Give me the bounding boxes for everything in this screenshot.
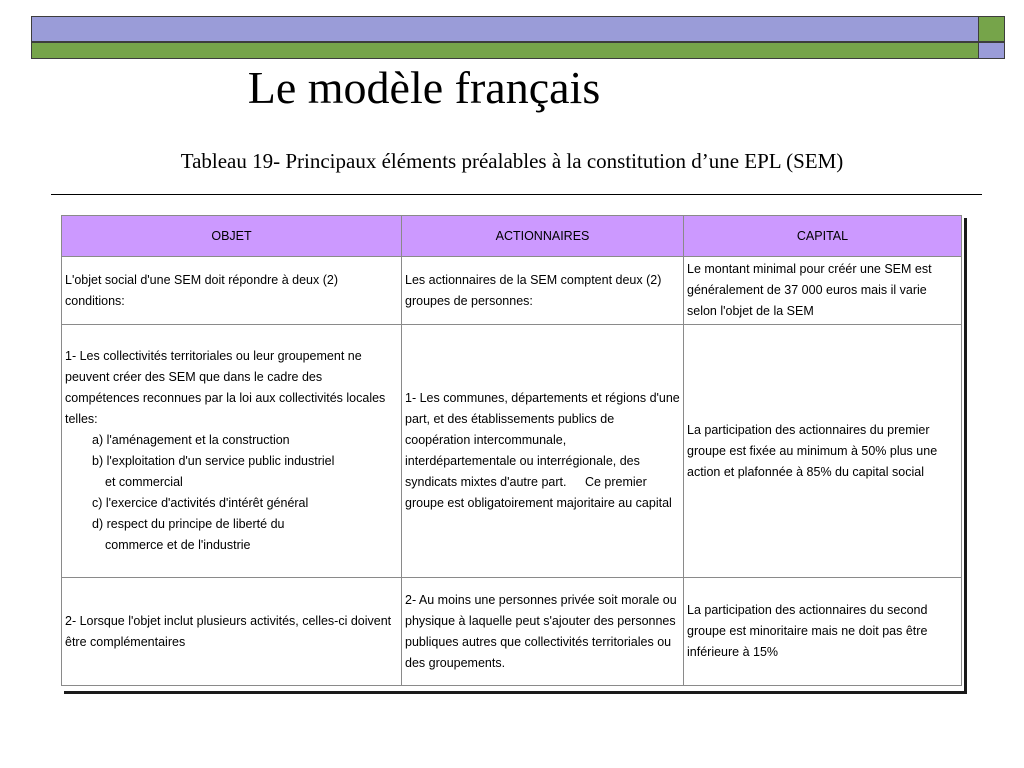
header-actionnaires: ACTIONNAIRES — [402, 216, 684, 257]
cell-actionnaires-second-groupe: 2- Au moins une personnes privée soit morale ou physique à laquelle peut s'ajouter des personnes publiques autres que collectivités territoriales ou des groupements. — [402, 578, 684, 686]
header-square-green — [978, 16, 1005, 42]
objet-item-c: c) l'exercice d'activités d'intérêt général — [92, 496, 309, 510]
table-header-row — [62, 216, 962, 257]
header-square-blue — [978, 42, 1005, 59]
table-caption: Tableau 19- Principaux éléments préalables à la constitution d’une EPL (SEM) — [180, 149, 844, 173]
cell-capital-minimum: Le montant minimal pour créér une SEM est généralement de 37 000 euros mais il varie selon l'objet de la SEM — [684, 257, 962, 325]
table-row — [62, 578, 962, 686]
objet-item-b: b) l'exploitation d'un service public industriel — [92, 454, 335, 468]
cell-actionnaires-groupes: Les actionnaires de la SEM comptent deux (2) groupes de personnes: — [402, 257, 684, 325]
table-row — [62, 325, 962, 578]
cell-objet-competences — [62, 325, 402, 578]
cell-objet-activites: 2- Lorsque l'objet inclut plusieurs activités, celles-ci doivent être complémentaires — [62, 578, 402, 686]
header-capital: CAPITAL — [684, 216, 962, 257]
divider — [51, 194, 982, 195]
header-bar-blue — [31, 16, 979, 42]
sem-table-container — [61, 215, 964, 691]
objet-item-d: d) respect du principe de liberté du — [92, 517, 285, 531]
objet-intro: 1- Les collectivités territoriales ou leur groupement ne peuvent créer des SEM que dans le cadre des compétences reconnues par la loi aux collectivités locales telles: — [65, 349, 386, 426]
objet-item-a: a) l'aménagement et la construction — [92, 433, 290, 447]
cell-capital-second-groupe: La participation des actionnaires du second groupe est minoritaire mais ne doit pas être inférieure à 15% — [684, 578, 962, 686]
objet-item-d-continued: commerce et de l'industrie — [105, 538, 251, 552]
cell-capital-premier-groupe: La participation des actionnaires du premier groupe est fixée au minimum à 50% plus une action et plafonnée à 85% du capital social — [684, 325, 962, 578]
objet-item-b-continued: et commercial — [105, 475, 183, 489]
actionnaires-premier-groupe-text: 1- Les communes, départements et régions d'une part, et des établissements publics de coopération intercommunale, interdépartementale ou interrégionale, des syndicats mixtes d'autre part. — [405, 391, 680, 489]
slide-title: Le modèle français — [247, 62, 601, 113]
actionnaires-majoritaire-text: Ce premier groupe est obligatoirement majoritaire au capital — [405, 475, 672, 510]
cell-actionnaires-premier-groupe — [402, 325, 684, 578]
table-row — [62, 257, 962, 325]
sem-table — [61, 215, 962, 686]
header-objet: OBJET — [62, 216, 402, 257]
header-bar-green — [31, 42, 979, 59]
cell-objet-conditions: L'objet social d'une SEM doit répondre à deux (2) conditions: — [62, 257, 402, 325]
